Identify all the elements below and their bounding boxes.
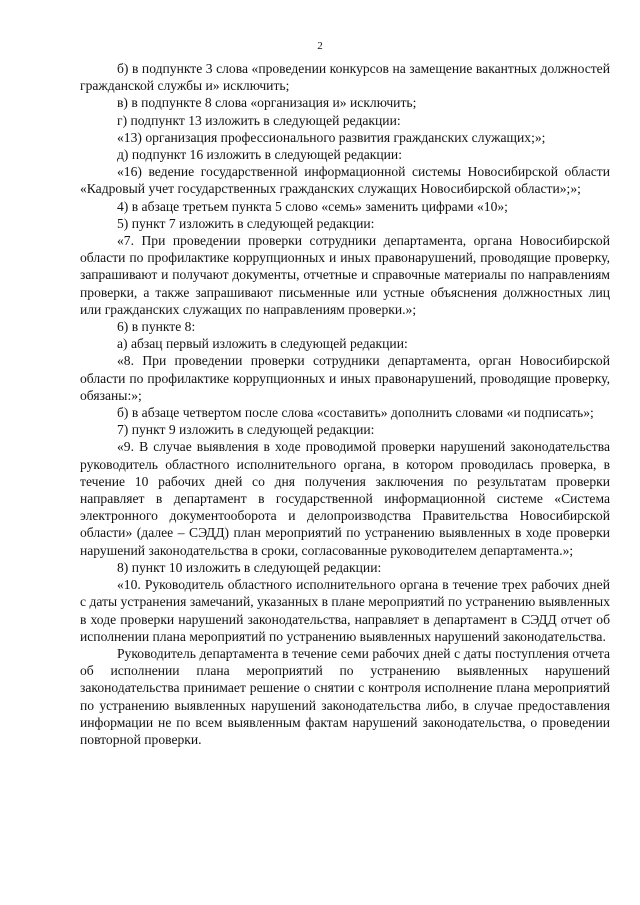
paragraph: в) в подпункте 8 слова «организация и» исключить;: [117, 95, 417, 111]
paragraph: г) подпункт 13 изложить в следующей редакции:: [117, 112, 401, 128]
paragraph: б) в абзаце четвертом после слова «составить» дополнить словами «и подписать»;: [117, 405, 594, 421]
paragraph: 7) пункт 9 изложить в следующей редакции:: [117, 422, 375, 438]
paragraph: б) в подпункте 3 слова «проведении конкурсов на замещение вакантных должностей гражданской службы и» исключить;: [80, 61, 610, 94]
document-body: [80, 60, 610, 748]
paragraph: д) подпункт 16 изложить в следующей редакции:: [117, 147, 402, 163]
paragraph: 6) в пункте 8:: [117, 319, 196, 335]
paragraph: 4) в абзаце третьем пункта 5 слово «семь» заменить цифрами «10»;: [117, 198, 508, 214]
paragraph: «7. При проведении проверки сотрудники департамента, органа Новосибирской области по профилактике коррупционных и иных правонарушений, проводящие проверку, запрашивают и получают документы, отчетные и справочные материалы по направлениям проверки, а также запрашивают письменные или устные объяснения должностных лиц или гражданских служащих по направлениям проверки.»;: [80, 233, 610, 317]
page-number: 2: [317, 40, 323, 52]
paragraph: а) абзац первый изложить в следующей редакции:: [117, 336, 408, 352]
paragraph: «10. Руководитель областного исполнительного органа в течение трех рабочих дней с даты устранения замечаний, указанных в плане мероприятий по устранению выявленных в ходе проверки нарушений законодательства, направляет в департамент в СЭДД отчет об исполнении плана мероприятий по устранению выявленных нарушений законодательства.: [80, 577, 610, 644]
paragraph: 8) пункт 10 изложить в следующей редакции:: [117, 559, 382, 575]
paragraph: Руководитель департамента в течение семи рабочих дней с даты поступления отчета об исполнении плана мероприятий по устранению выявленных нарушений законодательства принимает решение о снятии с контроля исполнение плана мероприятий по устранению выявленных нарушений законодательства либо, в случае предоставления информации не по всем выявленным фактам нарушений законодательства, о проведении повторной проверки.: [80, 645, 610, 747]
paragraph: «13) организация профессионального развития гражданских служащих;»;: [117, 129, 546, 145]
paragraph: «9. В случае выявления в ходе проводимой проверки нарушений законодательства руководитель областного исполнительного органа, в котором проводилась проверка, в течение 10 рабочих дней со дня получения заключения по результатам проверки направляет в департамент в государственной информационной системе «Система электронного документооборота и делопроизводства Правительства Новосибирской области» (далее – СЭДД) план мероприятий по устранению выявленных в ходе проверки нарушений законодательства в сроки, согласованные руководителем департамента.»;: [80, 439, 610, 558]
paragraph: «8. При проведении проверки сотрудники департамента, орган Новосибирской области по профилактике коррупционных и иных правонарушений, проводящие проверку, обязаны:»;: [80, 353, 610, 403]
paragraph: 5) пункт 7 изложить в следующей редакции:: [117, 215, 375, 231]
paragraph: «16) ведение государственной информационной системы Новосибирской области «Кадровый учет государственных гражданских служащих Новосибирской области»;»;: [80, 164, 610, 197]
